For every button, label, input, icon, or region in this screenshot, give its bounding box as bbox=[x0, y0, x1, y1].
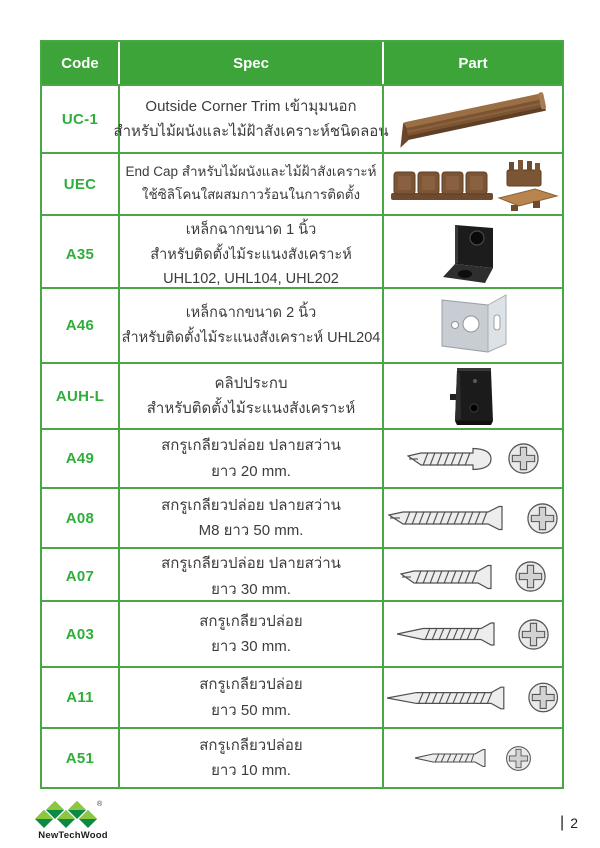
table-row bbox=[42, 214, 562, 287]
table-row bbox=[42, 600, 562, 666]
phillips-head-icon bbox=[507, 442, 540, 475]
part-cell bbox=[382, 289, 562, 362]
phillips-head-icon bbox=[514, 560, 547, 593]
header-code: Code bbox=[61, 54, 99, 72]
page-number-value: 2 bbox=[570, 815, 578, 831]
table-row bbox=[42, 727, 562, 787]
page-number-separator: | bbox=[560, 814, 565, 831]
spec-line: สำหรับไม้ผนังและไม้ฝ้าสังเคราะห์ชนิดลอน bbox=[113, 123, 389, 140]
table-header-row bbox=[42, 42, 562, 84]
spec-line: ยาว 20 mm. bbox=[211, 462, 291, 480]
part-cell bbox=[382, 489, 562, 547]
code-cell: UC-1 bbox=[61, 110, 99, 128]
spec-cell bbox=[118, 489, 382, 547]
page-number bbox=[560, 814, 578, 832]
header-spec: Spec bbox=[118, 42, 382, 84]
part-cell bbox=[382, 602, 562, 666]
newtechwood-diamonds-icon bbox=[33, 799, 103, 831]
part-cell bbox=[382, 86, 562, 152]
spec-line: สกรูเกลียวปล่อย ปลายสว่าน bbox=[161, 555, 341, 572]
spec-line: ยาว 30 mm. bbox=[211, 638, 291, 655]
spec-cell bbox=[118, 602, 382, 666]
spec-cell bbox=[118, 549, 382, 604]
table-row bbox=[42, 666, 562, 727]
spec-cell bbox=[118, 430, 382, 487]
spec-cell bbox=[113, 86, 389, 152]
steel-angle-bracket-1-inch-image bbox=[437, 222, 509, 288]
spec-line: ใช้ซิลิโคนใสผสมกาวร้อนในการติดตั้ง bbox=[141, 187, 361, 202]
code-cell: A46 bbox=[65, 317, 95, 334]
brand-name: NewTechWood bbox=[38, 830, 108, 841]
table-row bbox=[42, 287, 562, 362]
code-cell: A11 bbox=[66, 689, 94, 706]
part-cell bbox=[382, 154, 562, 214]
part-cell bbox=[382, 364, 562, 428]
spec-cell bbox=[118, 729, 382, 787]
spec-cell bbox=[118, 154, 382, 214]
table-row bbox=[42, 547, 562, 600]
parts-table bbox=[40, 40, 564, 789]
spec-line: สกรูเกลียวปล่อย ปลายสว่าน bbox=[161, 496, 341, 514]
assembly-clip-image bbox=[445, 366, 501, 426]
part-cell bbox=[382, 216, 562, 294]
spec-line: UHL102, UHL104, UHL202 bbox=[163, 271, 339, 288]
code-cell: A51 bbox=[65, 749, 95, 767]
phillips-head-icon bbox=[505, 745, 532, 772]
spec-line: สกรูเกลียวปล่อย bbox=[199, 736, 303, 754]
spec-line: สกรูเกลียวปล่อย bbox=[199, 676, 303, 693]
phillips-head-icon bbox=[526, 502, 559, 535]
registered-mark: ® bbox=[97, 801, 103, 808]
table-row bbox=[42, 428, 562, 487]
spec-line: สกรูเกลียวปล่อย ปลายสว่าน bbox=[161, 437, 341, 454]
code-cell: A07 bbox=[65, 568, 95, 585]
brand-logo bbox=[33, 799, 113, 841]
spec-cell bbox=[118, 216, 382, 294]
code-cell: UEC bbox=[63, 175, 97, 193]
part-cell bbox=[382, 549, 562, 604]
table-row bbox=[42, 84, 562, 152]
spec-cell bbox=[118, 289, 382, 362]
table-row bbox=[42, 362, 562, 428]
part-cell bbox=[382, 729, 562, 787]
spec-line: คลิปประกบ bbox=[214, 374, 288, 392]
screw-image bbox=[387, 683, 515, 713]
end-cap-image bbox=[387, 156, 559, 212]
spec-line: M8 ยาว 50 mm. bbox=[198, 522, 304, 539]
steel-angle-bracket-2-inch-image bbox=[430, 292, 516, 360]
spec-cell bbox=[118, 364, 382, 428]
spec-line: ยาว 50 mm. bbox=[211, 701, 291, 719]
phillips-head-icon bbox=[527, 681, 559, 714]
spec-line: สกรูเกลียวปล่อย bbox=[199, 612, 303, 630]
spec-line: ยาว 10 mm. bbox=[211, 762, 291, 779]
screw-image bbox=[415, 743, 493, 773]
code-cell: AUH-L bbox=[55, 387, 105, 405]
part-cell bbox=[382, 430, 562, 487]
table-row bbox=[42, 487, 562, 547]
header-part: Part bbox=[382, 42, 562, 84]
outside-corner-trim-image bbox=[394, 89, 552, 149]
code-cell: A49 bbox=[65, 450, 95, 467]
code-cell: A08 bbox=[65, 509, 95, 527]
spec-line: End Cap สำหรับไม้ผนังและไม้ฝ้าสังเคราะห์ bbox=[125, 164, 377, 180]
table-row bbox=[42, 152, 562, 214]
screw-image bbox=[400, 562, 502, 592]
spec-line: สำหรับติดตั้งไม้ระแนงสังเคราะห์ UHL204 bbox=[121, 329, 381, 346]
spec-line: เหล็กฉากขนาด 2 นิ้ว bbox=[185, 304, 317, 321]
screw-image bbox=[397, 619, 505, 649]
code-cell: A35 bbox=[65, 246, 95, 264]
screw-image bbox=[388, 503, 514, 533]
spec-line: เหล็กฉากขนาด 1 นิ้ว bbox=[185, 222, 317, 238]
spec-line: ยาว 30 mm. bbox=[211, 580, 291, 598]
spec-line: Outside Corner Trim เข้ามุมนอก bbox=[145, 97, 357, 115]
phillips-head-icon bbox=[517, 618, 550, 651]
screw-image bbox=[407, 444, 495, 474]
spec-line: สำหรับติดตั้งไม้ระแนงสังเคราะห์ bbox=[146, 400, 356, 417]
code-cell: A03 bbox=[65, 625, 95, 643]
spec-cell bbox=[118, 668, 382, 727]
spec-line: สำหรับติดตั้งไม้ระแนงสังเคราะห์ bbox=[150, 246, 352, 263]
part-cell bbox=[382, 668, 562, 727]
